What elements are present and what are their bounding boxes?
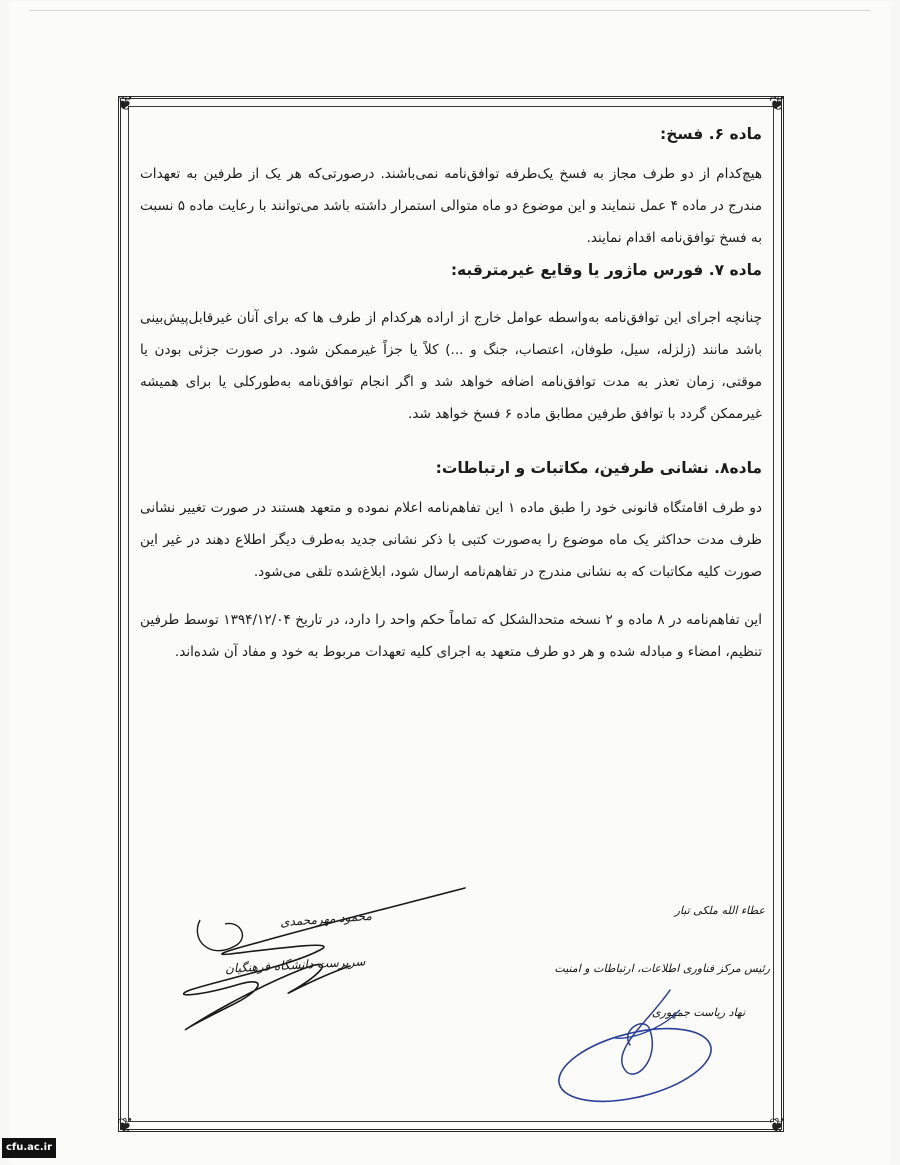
section-heading: ماده ۷. فورس ماژور یا وقایع غیرمترقبه: [450, 261, 762, 279]
ornament-corner-icon: ❦ [116, 91, 134, 115]
section-paragraph: چنانچه اجرای این توافق‌نامه به‌واسطه عوامل خارج از اراده هرکدام از طرف ها که برای آنان غیرقابل‌پیش‌بینی باشد مانند (زلزله، سیل، طوفان، اعتصاب، جنگ و ...) کلاً یا جزاً غیرممکن شود. در صورت جزئی بودن یا موقتی، زمان تعذر به مدت توافق‌نامه اضافه خواهد شد و اگر انجام توافق‌نامه به‌طورکلی یا برای همیشه غیرممکن گردد با توافق طرفین مطابق ماده ۶ فسخ خواهد شد. [140, 310, 762, 422]
signatory-title: سرپرست دانشگاه فرهنگیان [224, 954, 366, 976]
signatory-organization: نهاد ریاست جمهوری [652, 1006, 745, 1019]
section-paragraph: دو طرف اقامتگاه قانونی خود را طبق ماده ۱ این تفاهم‌نامه اعلام نموده و متعهد هستند در صورت تغییر نشانی ظرف مدت حداکثر یک ماه موضوع را به‌صورت کتبی با ذکر نشانی جدید به‌طرف دیگر اطلاع دهند در غیر این صورت کلیه مکاتبات که به نشانی مندرج در تفاهم‌نامه ارسال شود، ابلاغ‌شده تلقی می‌شود. [140, 500, 762, 580]
ornament-corner-icon: ❦ [768, 1113, 786, 1137]
section-article-7 [140, 254, 762, 430]
ornament-corner-icon: ❦ [116, 1113, 134, 1137]
document-body [140, 118, 762, 668]
signatory-name: محمود مهرمحمدی [279, 908, 373, 930]
section-heading: ماده ۶. فسخ: [660, 125, 762, 143]
section-heading: ماده۸. نشانی طرفین، مکاتبات و ارتباطات: [435, 459, 762, 477]
signature-block-right [520, 880, 770, 1110]
signature-block-left [140, 880, 470, 1040]
closing-paragraph: این تفاهم‌نامه در ۸ ماده و ۲ نسخه متحدالشکل که تماماً حکم واحد را دارد، در تاریخ ۱۳۹۴/۱۲/۰۴ توسط طرفین تنظیم، امضاء و مبادله شده و هر دو طرف متعهد به اجرای کلیه تعهدات مربوط به خود و مفاد آن شده‌اند. [140, 612, 762, 660]
handwritten-signature-icon [140, 880, 470, 1040]
section-paragraph: هیچ‌کدام از دو طرف مجاز به فسخ یک‌طرفه توافق‌نامه نمی‌باشند. درصورتی‌که هر یک از طرفین به تعهدات مندرج در ماده ۴ عمل ننمایند و این موضوع دو ماه متوالی استمرار داشته باشد می‌توانند با رعایت ماده ۵ نسبت به فسخ توافق‌نامه اقدام نمایند. [140, 166, 762, 246]
ornament-corner-icon: ❦ [768, 91, 786, 115]
signatory-name: عطاء الله ملکی تبار [674, 904, 765, 917]
handwritten-signature-icon [520, 880, 770, 1110]
site-watermark: cfu.ac.ir [2, 1138, 56, 1158]
section-article-8 [140, 452, 762, 668]
signatory-title: رئیس مرکز فناوری اطلاعات، ارتباطات و امنیت [554, 962, 770, 975]
scan-edge-line [30, 10, 870, 11]
section-article-6 [140, 118, 762, 254]
